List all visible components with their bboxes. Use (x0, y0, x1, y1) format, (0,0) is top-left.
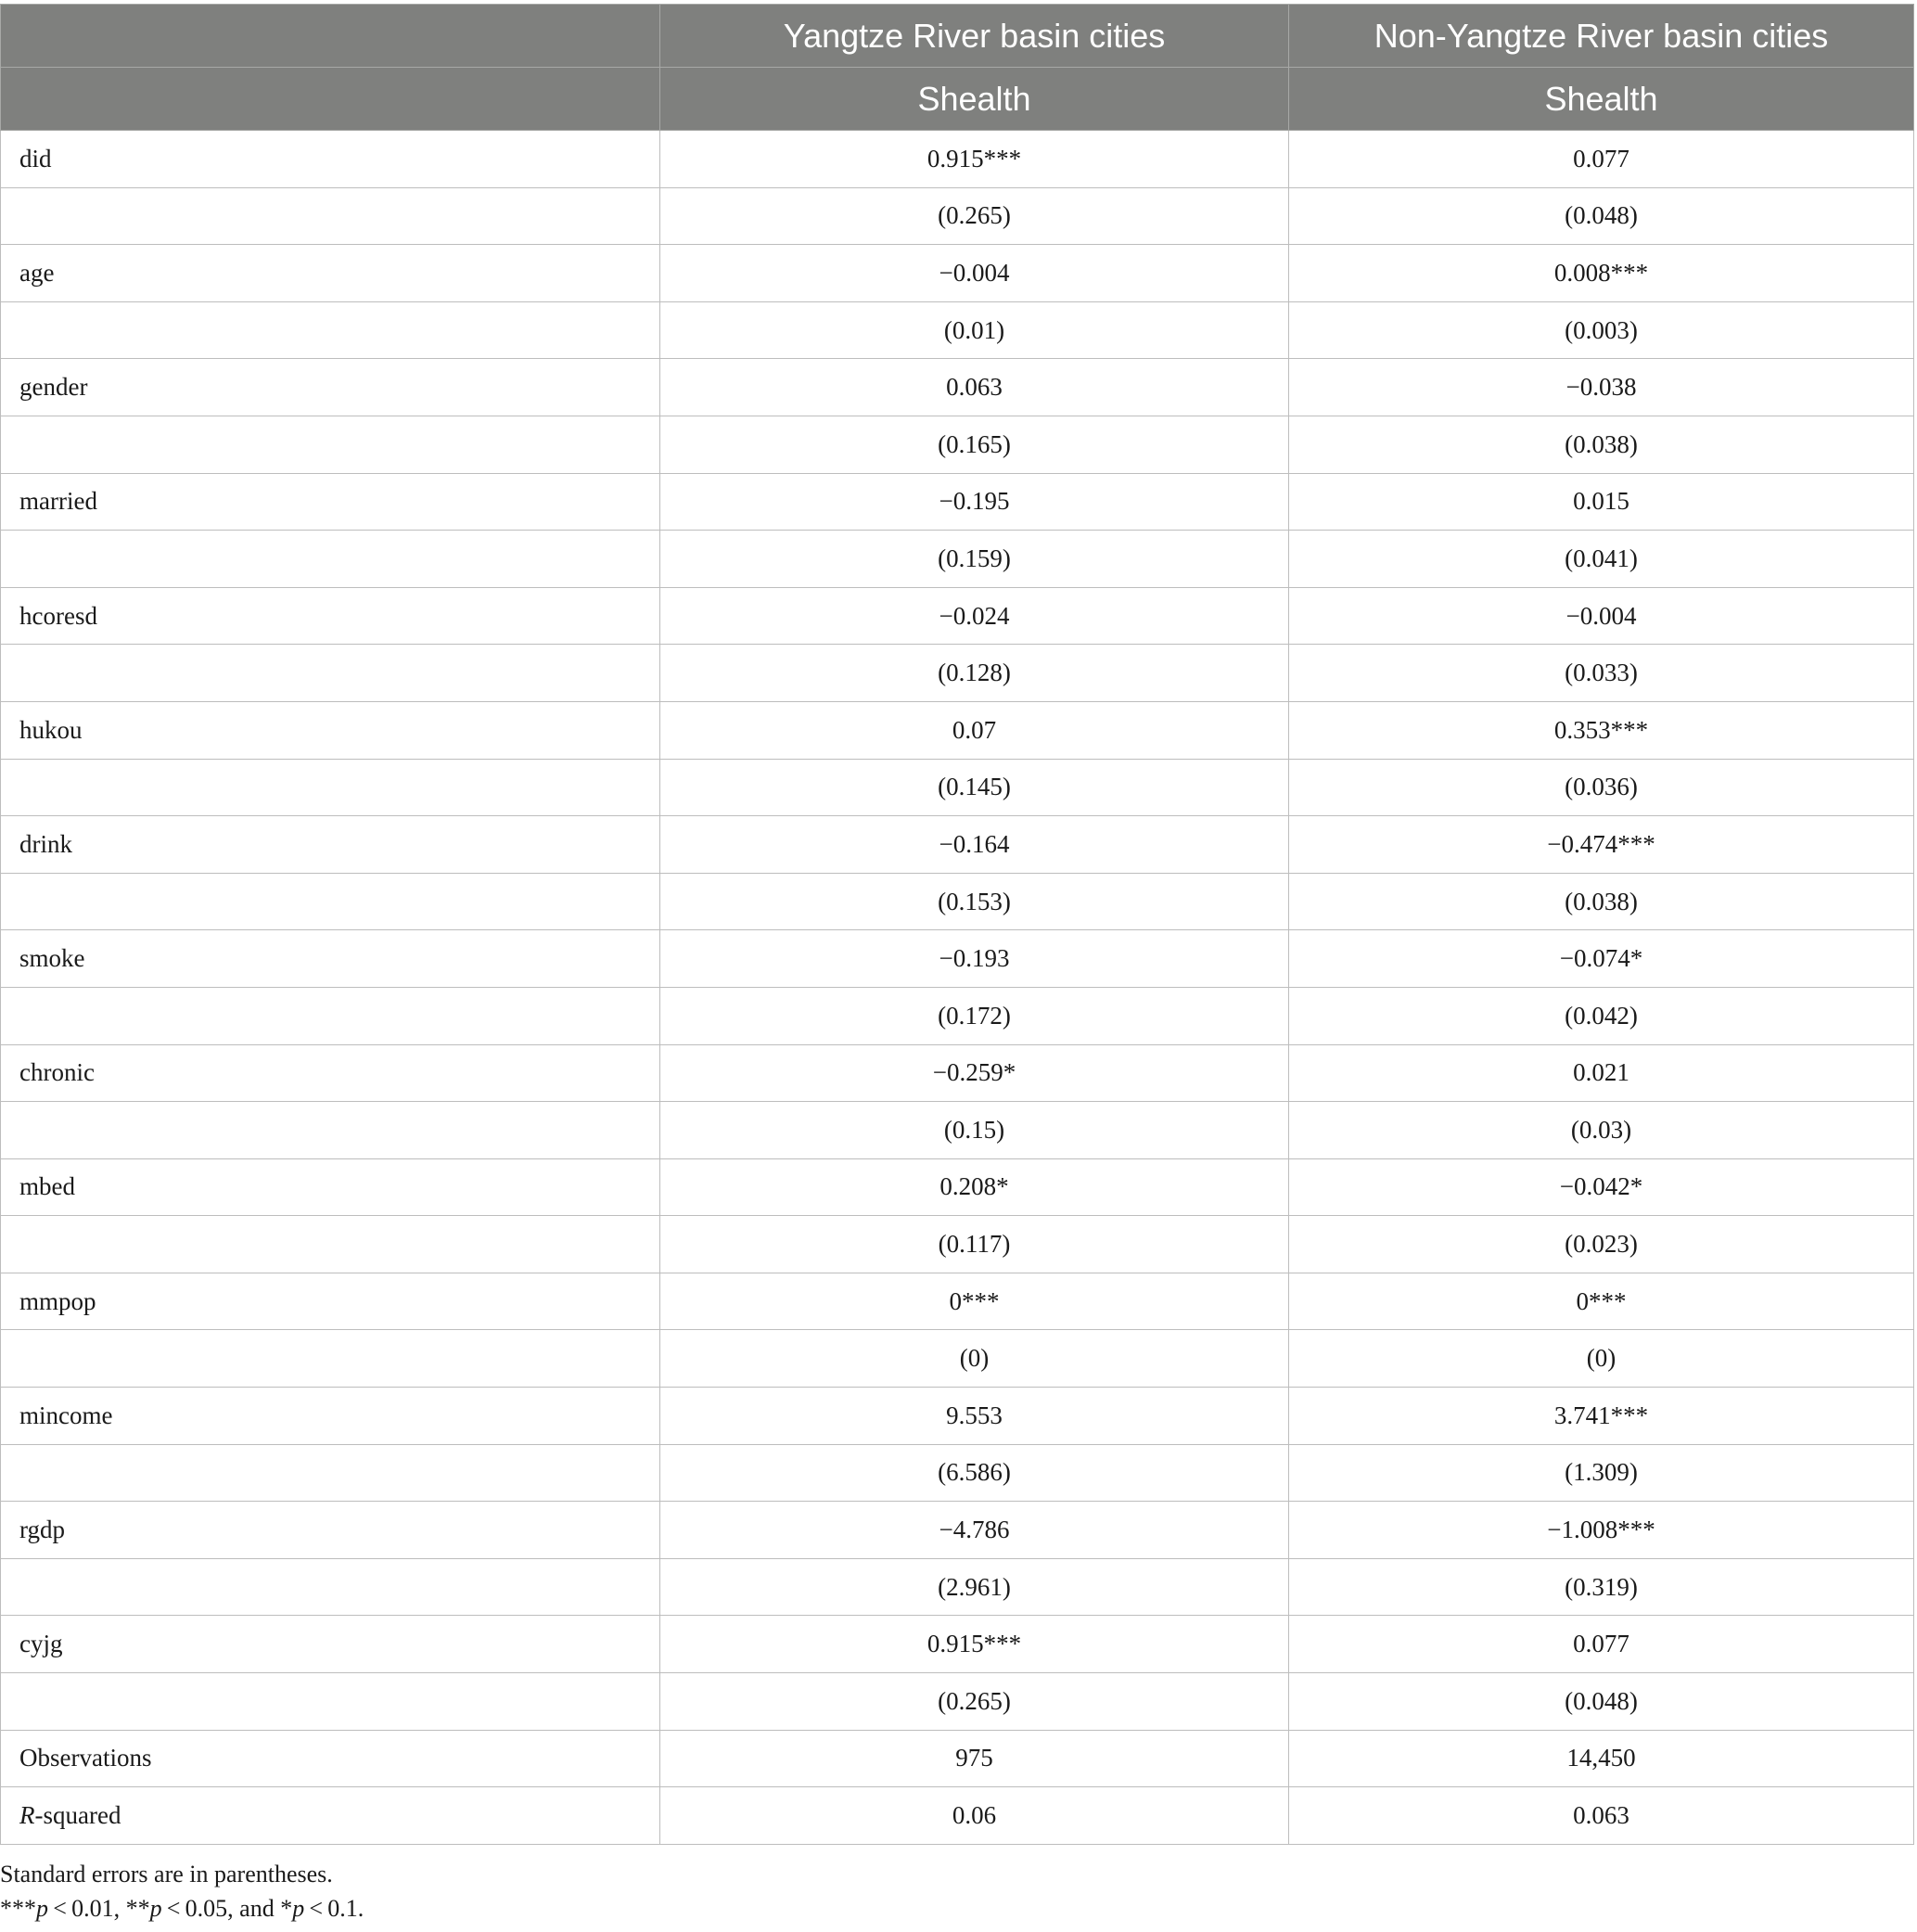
table-row-married (1, 473, 1914, 531)
row-label: mincome (1, 1388, 660, 1445)
cell-non-yangtze: −0.042* (1289, 1158, 1914, 1216)
cell-non-yangtze: (0.048) (1289, 187, 1914, 245)
cell-non-yangtze: 0.077 (1289, 1616, 1914, 1673)
row-label: drink (1, 816, 660, 874)
note-part: < 0.1. (304, 1895, 364, 1922)
cell-non-yangtze: 0.015 (1289, 473, 1914, 531)
table-row-std-error (1, 1558, 1914, 1616)
cell-yangtze: (0.265) (660, 1673, 1289, 1731)
cell-yangtze: (0.172) (660, 987, 1289, 1044)
row-label: did (1, 131, 660, 188)
note-part: < 0.05, and * (161, 1895, 293, 1922)
table-row-std-error (1, 759, 1914, 816)
cell-non-yangtze: −0.474*** (1289, 816, 1914, 874)
note-part-p: p (292, 1895, 305, 1922)
cell-yangtze: 0.06 (660, 1787, 1289, 1845)
cell-non-yangtze: (0.033) (1289, 645, 1914, 702)
cell-yangtze: −0.164 (660, 816, 1289, 874)
cell-non-yangtze: (0) (1289, 1330, 1914, 1388)
table-row-smoke (1, 930, 1914, 988)
cell-yangtze: 0.063 (660, 359, 1289, 416)
cell-non-yangtze: (1.309) (1289, 1444, 1914, 1502)
note-standard-errors: Standard errors are in parentheses. (0, 1861, 333, 1887)
table-row-std-error (1, 873, 1914, 930)
table-row-std-error (1, 531, 1914, 588)
row-label: hukou (1, 701, 660, 759)
table-notes (0, 1857, 364, 1926)
row-label (1, 416, 660, 473)
table-row-gender (1, 359, 1914, 416)
row-label (1, 1330, 660, 1388)
cell-non-yangtze: (0.023) (1289, 1216, 1914, 1273)
table-body (1, 131, 1914, 1845)
table-row-std-error (1, 1444, 1914, 1502)
cell-non-yangtze: 0.021 (1289, 1044, 1914, 1102)
cell-yangtze: (0) (660, 1330, 1289, 1388)
table-row-observations (1, 1730, 1914, 1787)
cell-yangtze: 0.07 (660, 701, 1289, 759)
cell-non-yangtze: (0.038) (1289, 416, 1914, 473)
row-label (1, 187, 660, 245)
row-label: hcoresd (1, 587, 660, 645)
cell-non-yangtze: (0.319) (1289, 1558, 1914, 1616)
cell-non-yangtze: (0.041) (1289, 531, 1914, 588)
cell-yangtze: −0.193 (660, 930, 1289, 988)
cell-non-yangtze: (0.038) (1289, 873, 1914, 930)
cell-yangtze: (0.128) (660, 645, 1289, 702)
regression-table (0, 4, 1914, 1845)
cell-yangtze: (2.961) (660, 1558, 1289, 1616)
note-part-p: p (149, 1895, 162, 1922)
row-label (1, 1102, 660, 1159)
table-row-std-error (1, 1102, 1914, 1159)
cell-non-yangtze: 0.063 (1289, 1787, 1914, 1845)
row-label (1, 759, 660, 816)
cell-non-yangtze: (0.036) (1289, 759, 1914, 816)
row-label (1, 1444, 660, 1502)
cell-yangtze: 0*** (660, 1273, 1289, 1330)
table-row-std-error (1, 1330, 1914, 1388)
cell-yangtze: −4.786 (660, 1502, 1289, 1559)
table-row-mbed (1, 1158, 1914, 1216)
cell-non-yangtze: 0.353*** (1289, 701, 1914, 759)
table-row-chronic (1, 1044, 1914, 1102)
cell-yangtze: −0.195 (660, 473, 1289, 531)
row-label: Observations (1, 1730, 660, 1787)
cell-yangtze: (6.586) (660, 1444, 1289, 1502)
header-cell-empty (1, 5, 660, 68)
table-row-cyjg (1, 1616, 1914, 1673)
table-row-hcoresd (1, 587, 1914, 645)
table-row-std-error (1, 416, 1914, 473)
cell-yangtze: 0.915*** (660, 1616, 1289, 1673)
cell-non-yangtze: −0.038 (1289, 359, 1914, 416)
row-label: chronic (1, 1044, 660, 1102)
table-row-std-error (1, 645, 1914, 702)
table-row-std-error (1, 301, 1914, 359)
table-header (1, 5, 1914, 131)
row-label (1, 1216, 660, 1273)
header-non-yangtze-cities: Non-Yangtze River basin cities (1289, 5, 1914, 68)
row-label: mbed (1, 1158, 660, 1216)
cell-yangtze: 0.915*** (660, 131, 1289, 188)
cell-yangtze: (0.15) (660, 1102, 1289, 1159)
table-row-hukou (1, 701, 1914, 759)
note-part-p: p (36, 1895, 48, 1922)
row-label: age (1, 245, 660, 302)
table-row-std-error (1, 987, 1914, 1044)
row-label (1, 301, 660, 359)
row-label (1, 1673, 660, 1731)
cell-non-yangtze: −0.004 (1289, 587, 1914, 645)
table-row-std-error (1, 1216, 1914, 1273)
table-row-mmpop (1, 1273, 1914, 1330)
cell-yangtze: (0.265) (660, 187, 1289, 245)
note-significance-levels (0, 1891, 364, 1926)
row-label: mmpop (1, 1273, 660, 1330)
cell-non-yangtze: (0.048) (1289, 1673, 1914, 1731)
table-row-rgdp (1, 1502, 1914, 1559)
rsquared-italic-r: R (19, 1801, 35, 1830)
cell-yangtze: (0.159) (660, 531, 1289, 588)
row-label: married (1, 473, 660, 531)
table-row-age (1, 245, 1914, 302)
cell-non-yangtze: 14,450 (1289, 1730, 1914, 1787)
cell-yangtze: (0.165) (660, 416, 1289, 473)
table-row-rsquared (1, 1787, 1914, 1845)
row-label: smoke (1, 930, 660, 988)
rsquared-label-rest: -squared (34, 1801, 121, 1830)
cell-yangtze: (0.145) (660, 759, 1289, 816)
cell-non-yangtze: 0*** (1289, 1273, 1914, 1330)
cell-non-yangtze: (0.042) (1289, 987, 1914, 1044)
header-row-groups (1, 5, 1914, 68)
cell-yangtze: 975 (660, 1730, 1289, 1787)
note-part: < 0.01, ** (48, 1895, 150, 1922)
row-label (1, 531, 660, 588)
note-part: *** (0, 1895, 36, 1922)
cell-non-yangtze: (0.03) (1289, 1102, 1914, 1159)
row-label (1, 1558, 660, 1616)
table-row-drink (1, 816, 1914, 874)
table-row-std-error (1, 1673, 1914, 1731)
header-row-variables (1, 68, 1914, 131)
cell-non-yangtze: 0.077 (1289, 131, 1914, 188)
header-cell-empty (1, 68, 660, 131)
cell-yangtze: (0.01) (660, 301, 1289, 359)
cell-non-yangtze: −1.008*** (1289, 1502, 1914, 1559)
row-label: gender (1, 359, 660, 416)
cell-yangtze: −0.024 (660, 587, 1289, 645)
cell-yangtze: 9.553 (660, 1388, 1289, 1445)
cell-yangtze: −0.004 (660, 245, 1289, 302)
cell-yangtze: 0.208* (660, 1158, 1289, 1216)
cell-non-yangtze: −0.074* (1289, 930, 1914, 988)
table-row-std-error (1, 187, 1914, 245)
row-label (1, 645, 660, 702)
header-dependent-variable: Shealth (660, 68, 1289, 131)
table-row-did (1, 131, 1914, 188)
cell-yangtze: −0.259* (660, 1044, 1289, 1102)
cell-non-yangtze: 0.008*** (1289, 245, 1914, 302)
cell-non-yangtze: 3.741*** (1289, 1388, 1914, 1445)
row-label: rgdp (1, 1502, 660, 1559)
cell-yangtze: (0.153) (660, 873, 1289, 930)
header-dependent-variable: Shealth (1289, 68, 1914, 131)
row-label-rsquared (1, 1787, 660, 1845)
row-label (1, 873, 660, 930)
cell-non-yangtze: (0.003) (1289, 301, 1914, 359)
header-yangtze-cities: Yangtze River basin cities (660, 5, 1289, 68)
table-row-mincome (1, 1388, 1914, 1445)
row-label (1, 987, 660, 1044)
cell-yangtze: (0.117) (660, 1216, 1289, 1273)
row-label: cyjg (1, 1616, 660, 1673)
